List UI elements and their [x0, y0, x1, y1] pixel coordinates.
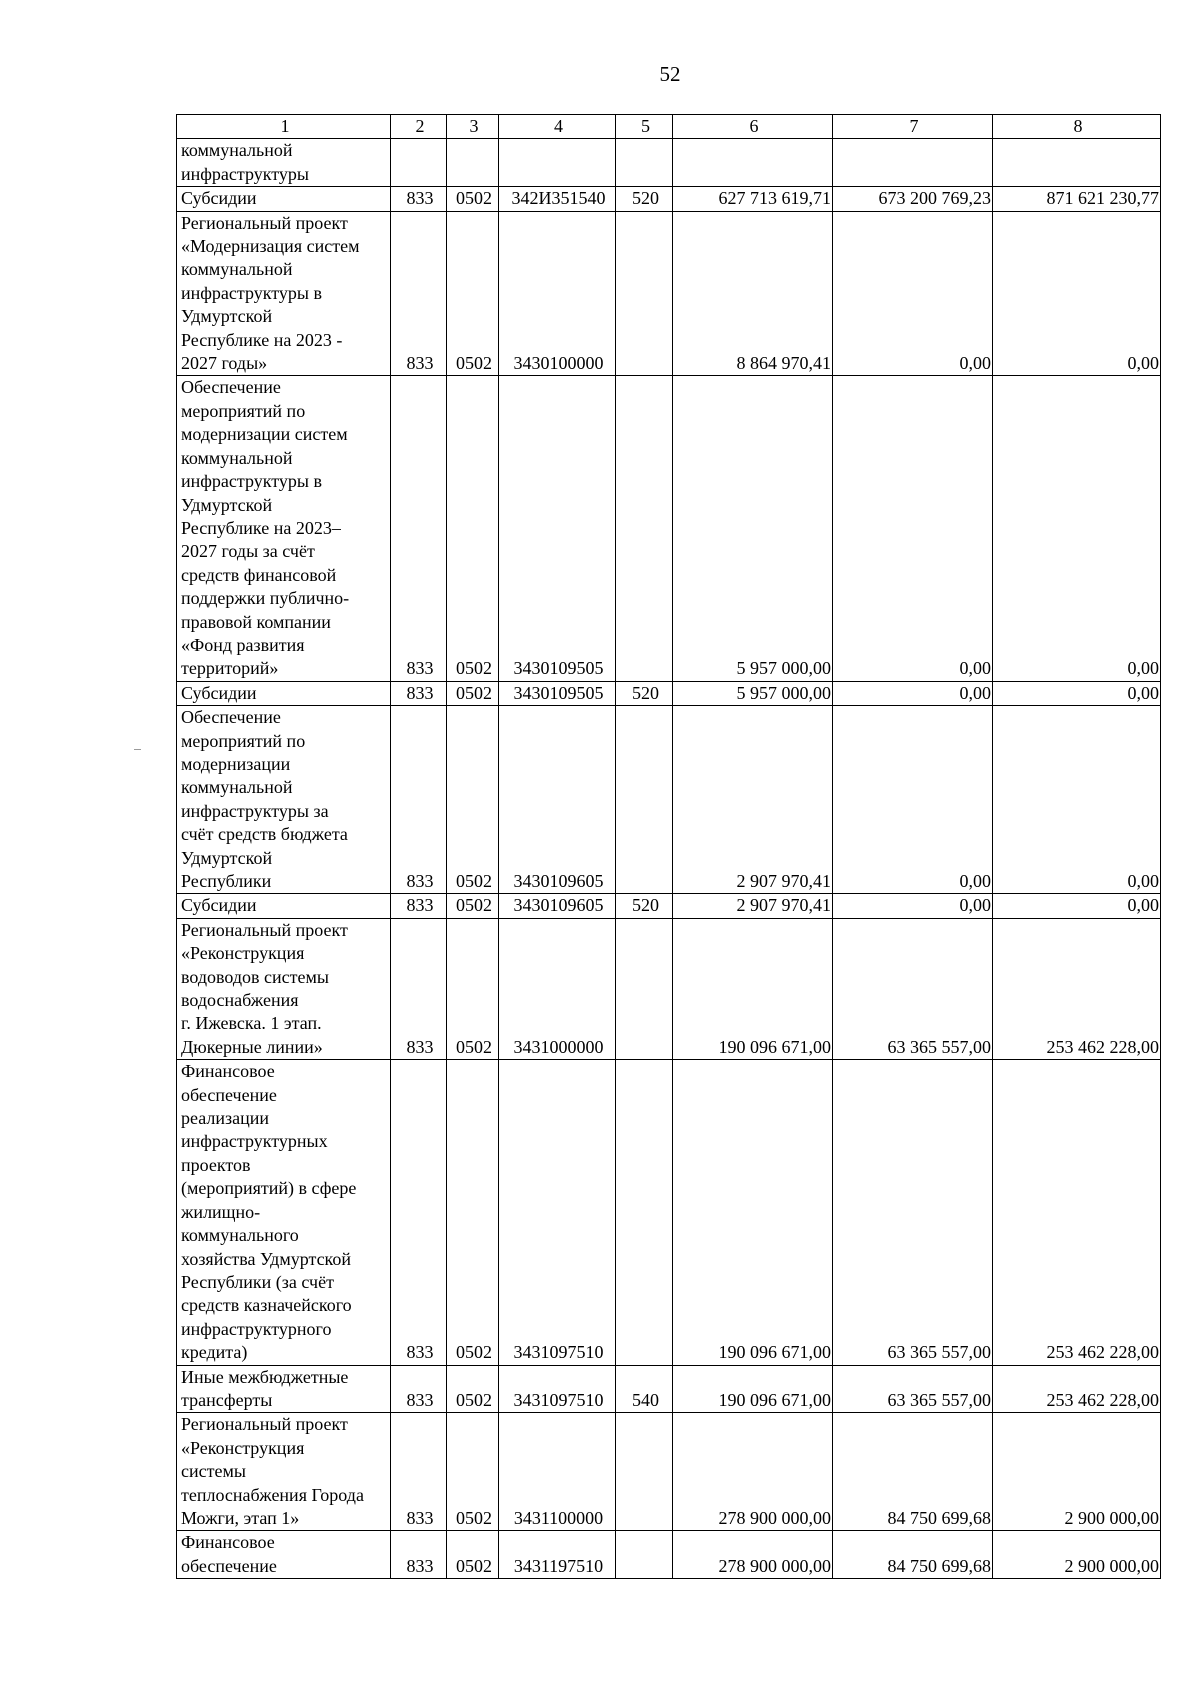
cell-expense-type: 520	[616, 187, 673, 211]
cell-amount-year-2: 0,00	[833, 706, 993, 894]
cell-department-code: 833	[391, 1365, 447, 1413]
cell-amount-year-1: 5 957 000,00	[673, 376, 833, 681]
column-header-5: 5	[616, 115, 673, 139]
cell-amount-year-1: 627 713 619,71	[673, 187, 833, 211]
cell-target-article: 3430109505	[499, 376, 616, 681]
column-header-2: 2	[391, 115, 447, 139]
cell-amount-year-2: 673 200 769,23	[833, 187, 993, 211]
cell-expense-type	[616, 376, 673, 681]
column-header-1: 1	[177, 115, 391, 139]
column-header-3: 3	[447, 115, 499, 139]
cell-amount-year-2: 0,00	[833, 894, 993, 918]
table-row	[177, 894, 1161, 918]
cell-name: Обеспечение мероприятий по модернизации коммунальной инфраструктуры за счёт средств бюджета Удмуртской Республики	[177, 706, 391, 894]
cell-section-code: 0502	[447, 706, 499, 894]
cell-amount-year-3: 0,00	[993, 706, 1161, 894]
column-number-row	[177, 115, 1161, 139]
column-header-7: 7	[833, 115, 993, 139]
cell-target-article: 3430100000	[499, 211, 616, 376]
cell-section-code: 0502	[447, 211, 499, 376]
cell-target-article: 3431000000	[499, 918, 616, 1059]
cell-department-code: 833	[391, 1413, 447, 1531]
cell-target-article: 3431097510	[499, 1060, 616, 1365]
cell-amount-year-3: 0,00	[993, 376, 1161, 681]
cell-expense-type	[616, 211, 673, 376]
cell-amount-year-2: 63 365 557,00	[833, 1365, 993, 1413]
cell-section-code: 0502	[447, 894, 499, 918]
cell-amount-year-2: 84 750 699,68	[833, 1531, 993, 1579]
table-row	[177, 706, 1161, 894]
table-row	[177, 211, 1161, 376]
cell-amount-year-3: 0,00	[993, 681, 1161, 705]
cell-name: Финансовое обеспечение	[177, 1531, 391, 1579]
cell-amount-year-1: 2 907 970,41	[673, 894, 833, 918]
cell-amount-year-2: 84 750 699,68	[833, 1413, 993, 1531]
table-row	[177, 918, 1161, 1059]
cell-department-code: 833	[391, 894, 447, 918]
cell-target-article: 3430109605	[499, 706, 616, 894]
cell-target-article: 3431197510	[499, 1531, 616, 1579]
table-body	[177, 115, 1161, 1579]
cell-amount-year-2: 0,00	[833, 376, 993, 681]
cell-department-code: 833	[391, 1060, 447, 1365]
cell-amount-year-3: 2 900 000,00	[993, 1531, 1161, 1579]
cell-section-code: 0502	[447, 1531, 499, 1579]
cell-expense-type	[616, 1531, 673, 1579]
cell-expense-type	[616, 1413, 673, 1531]
column-header-8: 8	[993, 115, 1161, 139]
cell-department-code: 833	[391, 706, 447, 894]
cell-target-article: 3431097510	[499, 1365, 616, 1413]
cell-amount-year-3	[993, 139, 1161, 187]
table-row	[177, 139, 1161, 187]
cell-name: Региональный проект «Модернизация систем коммунальной инфраструктуры в Удмуртской Республике на 2023 - 2027 годы»	[177, 211, 391, 376]
scan-artifact-mark	[134, 749, 141, 750]
cell-name: коммунальной инфраструктуры	[177, 139, 391, 187]
cell-department-code: 833	[391, 376, 447, 681]
cell-name: Региональный проект «Реконструкция системы теплоснабжения Города Можги, этап 1»	[177, 1413, 391, 1531]
cell-amount-year-1: 190 096 671,00	[673, 1365, 833, 1413]
cell-target-article: 3430109505	[499, 681, 616, 705]
cell-expense-type	[616, 706, 673, 894]
cell-amount-year-1: 278 900 000,00	[673, 1531, 833, 1579]
table-row	[177, 1531, 1161, 1579]
cell-amount-year-1: 190 096 671,00	[673, 1060, 833, 1365]
cell-section-code: 0502	[447, 918, 499, 1059]
cell-name: Обеспечение мероприятий по модернизации систем коммунальной инфраструктуры в Удмуртской Республике на 2023– 2027 годы за счёт средств финансовой поддержки публично- правовой компании «Фонд развития территорий»	[177, 376, 391, 681]
table-row	[177, 1365, 1161, 1413]
cell-department-code	[391, 139, 447, 187]
cell-target-article: 3430109605	[499, 894, 616, 918]
cell-name: Субсидии	[177, 894, 391, 918]
table-row	[177, 187, 1161, 211]
cell-amount-year-3: 0,00	[993, 894, 1161, 918]
cell-amount-year-3: 253 462 228,00	[993, 1060, 1161, 1365]
budget-table	[176, 114, 1161, 1579]
cell-expense-type	[616, 1060, 673, 1365]
cell-amount-year-1: 8 864 970,41	[673, 211, 833, 376]
cell-expense-type	[616, 918, 673, 1059]
cell-department-code: 833	[391, 187, 447, 211]
cell-amount-year-2: 0,00	[833, 681, 993, 705]
page-number: 52	[659, 62, 681, 86]
cell-amount-year-1	[673, 139, 833, 187]
cell-section-code: 0502	[447, 1365, 499, 1413]
cell-name: Субсидии	[177, 187, 391, 211]
cell-target-article: 342И351540	[499, 187, 616, 211]
cell-expense-type: 540	[616, 1365, 673, 1413]
cell-name: Региональный проект «Реконструкция водоводов системы водоснабжения г. Ижевска. 1 этап. Дюкерные линии»	[177, 918, 391, 1059]
column-header-4: 4	[499, 115, 616, 139]
cell-amount-year-3: 0,00	[993, 211, 1161, 376]
cell-name: Иные межбюджетные трансферты	[177, 1365, 391, 1413]
cell-target-article	[499, 139, 616, 187]
cell-amount-year-3: 2 900 000,00	[993, 1413, 1161, 1531]
cell-expense-type: 520	[616, 681, 673, 705]
table-row	[177, 1060, 1161, 1365]
cell-amount-year-3: 253 462 228,00	[993, 1365, 1161, 1413]
table-row	[177, 681, 1161, 705]
cell-department-code: 833	[391, 211, 447, 376]
column-header-6: 6	[673, 115, 833, 139]
cell-expense-type: 520	[616, 894, 673, 918]
cell-amount-year-2: 63 365 557,00	[833, 1060, 993, 1365]
cell-department-code: 833	[391, 681, 447, 705]
cell-section-code: 0502	[447, 376, 499, 681]
table-row	[177, 376, 1161, 681]
cell-amount-year-2: 0,00	[833, 211, 993, 376]
cell-department-code: 833	[391, 1531, 447, 1579]
cell-section-code: 0502	[447, 681, 499, 705]
cell-section-code	[447, 139, 499, 187]
cell-section-code: 0502	[447, 1413, 499, 1531]
cell-amount-year-1: 190 096 671,00	[673, 918, 833, 1059]
cell-department-code: 833	[391, 918, 447, 1059]
cell-amount-year-1: 2 907 970,41	[673, 706, 833, 894]
cell-amount-year-1: 5 957 000,00	[673, 681, 833, 705]
cell-target-article: 3431100000	[499, 1413, 616, 1531]
cell-section-code: 0502	[447, 1060, 499, 1365]
cell-amount-year-2: 63 365 557,00	[833, 918, 993, 1059]
table-row	[177, 1413, 1161, 1531]
cell-section-code: 0502	[447, 187, 499, 211]
cell-expense-type	[616, 139, 673, 187]
cell-amount-year-3: 871 621 230,77	[993, 187, 1161, 211]
cell-amount-year-2	[833, 139, 993, 187]
cell-name: Финансовое обеспечение реализации инфраструктурных проектов (мероприятий) в сфере жилищно- коммунального хозяйства Удмуртской Республики (за счёт средств казначейского инфраструктурного кредита)	[177, 1060, 391, 1365]
cell-name: Субсидии	[177, 681, 391, 705]
cell-amount-year-1: 278 900 000,00	[673, 1413, 833, 1531]
cell-amount-year-3: 253 462 228,00	[993, 918, 1161, 1059]
